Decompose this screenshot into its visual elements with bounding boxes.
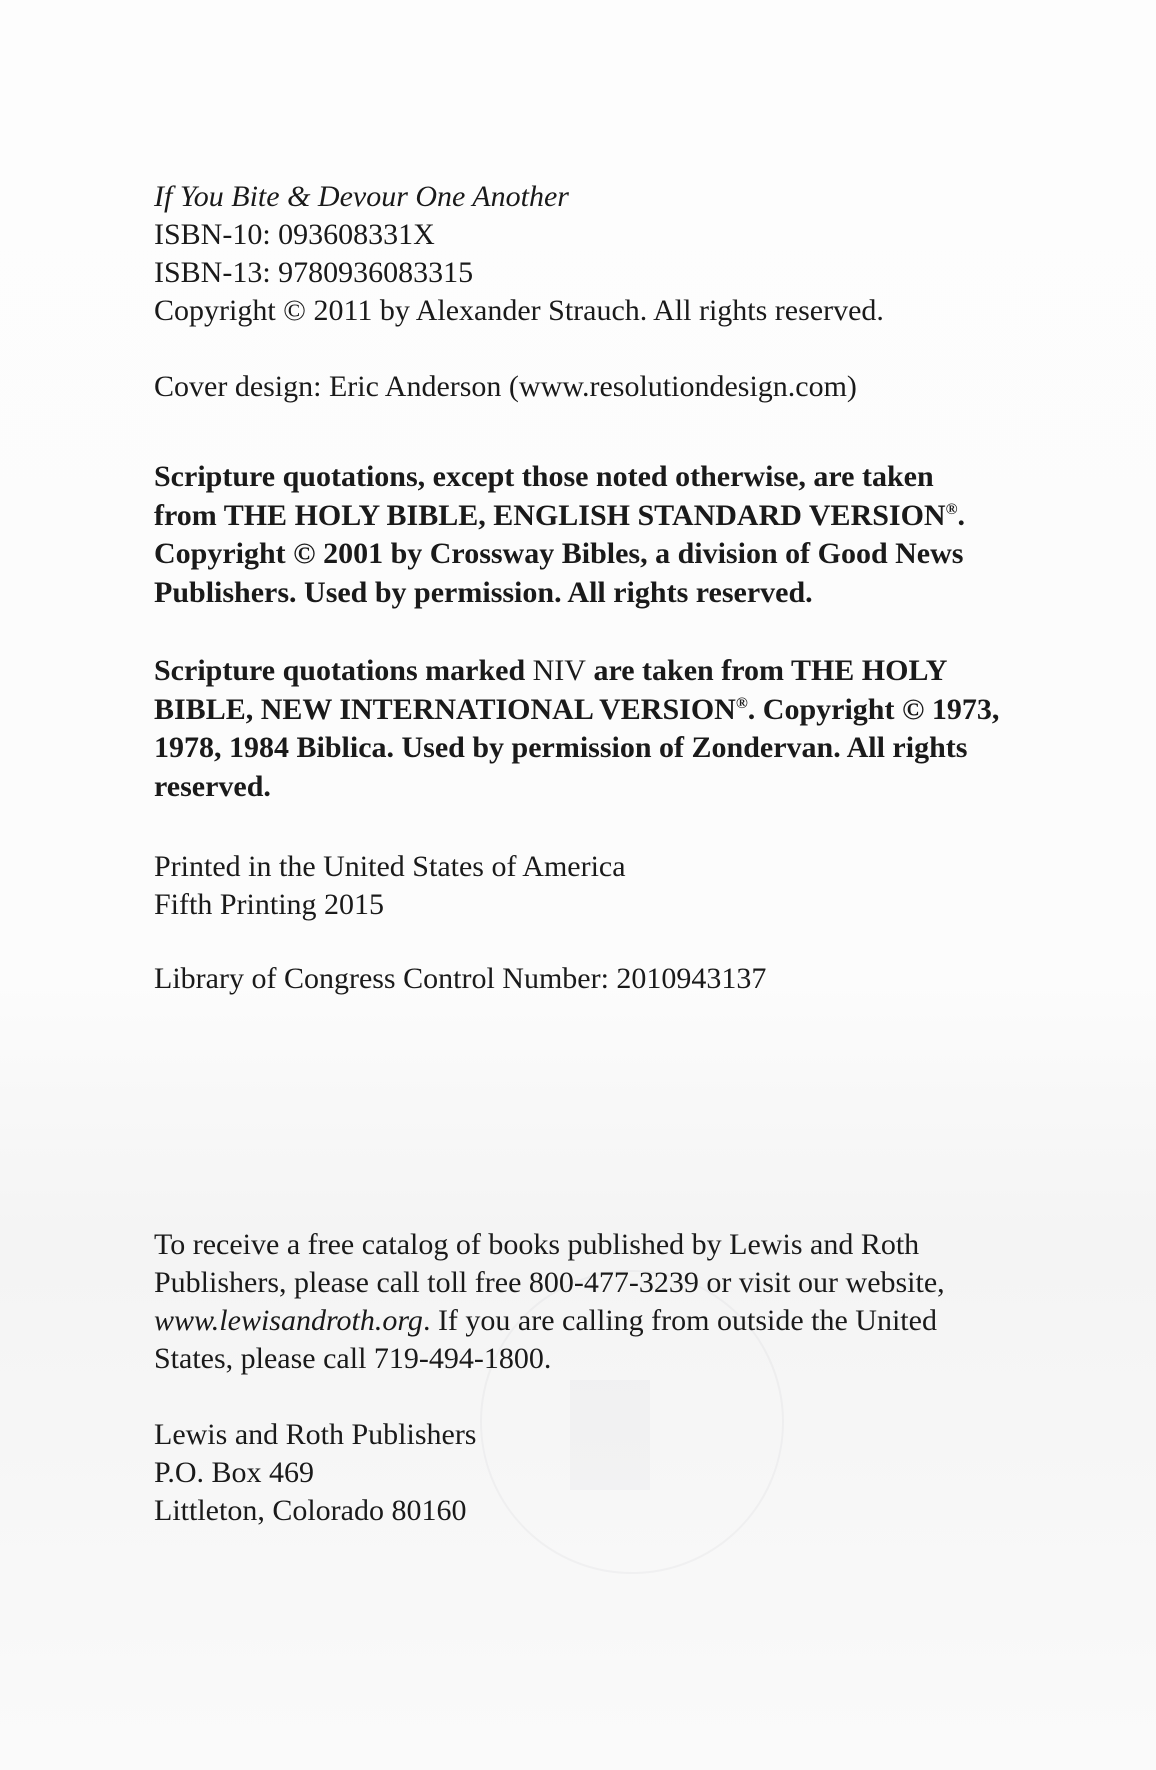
registered-mark: ® <box>735 694 748 712</box>
niv-line-3: 1978, 1984 Biblica. Used by permission of Zondervan. All rights <box>154 731 968 764</box>
book-info <box>154 178 1054 330</box>
esv-line-1: Scripture quotations, except those noted otherwise, are taken <box>154 460 934 493</box>
niv-abbreviation: NIV <box>532 654 586 687</box>
printed-country: Printed in the United States of America <box>154 850 626 883</box>
esv-line-2-end: . <box>957 498 966 532</box>
publisher-city: Littleton, Colorado 80160 <box>154 1494 467 1527</box>
publisher-po-box: P.O. Box 469 <box>154 1456 315 1489</box>
website-link[interactable]: www.lewisandroth.org <box>154 1304 423 1337</box>
book-title: If You Bite & Devour One Another <box>154 180 569 213</box>
printing-edition: Fifth Printing 2015 <box>154 888 385 921</box>
esv-line-3: Copyright © 2001 by Crossway Bibles, a division of Good News <box>154 537 964 570</box>
cover-credit <box>154 368 1054 406</box>
publisher-address <box>154 1416 1054 1530</box>
page-content <box>154 178 1054 1530</box>
esv-line-2 <box>154 497 1054 536</box>
isbn-13: ISBN-13: 9780936083315 <box>154 256 474 289</box>
niv-line-1-end: are taken from THE HOLY <box>585 654 948 687</box>
catalog-line-4: States, please call 719-494-1800. <box>154 1342 552 1375</box>
catalog-line-1: To receive a free catalog of books published by Lewis and Roth <box>154 1228 920 1261</box>
cover-design-credit: Cover design: Eric Anderson (www.resolutiondesign.com) <box>154 370 857 403</box>
registered-mark: ® <box>945 500 958 518</box>
niv-line-1-start: Scripture quotations marked <box>154 654 533 687</box>
library-of-congress <box>154 960 1054 998</box>
esv-line-4: Publishers. Used by permission. All rights reserved. <box>154 575 813 609</box>
catalog-line-3 <box>154 1302 1054 1340</box>
niv-line-4: reserved. <box>154 769 271 803</box>
catalog-line-2: Publishers, please call toll free 800-477-3239 or visit our website, <box>154 1266 945 1299</box>
niv-line-1 <box>154 652 1054 691</box>
publisher-name: Lewis and Roth Publishers <box>154 1418 477 1451</box>
printing-info <box>154 848 1054 924</box>
isbn-10: ISBN-10: 093608331X <box>154 218 435 251</box>
catalog-info <box>154 1226 1054 1378</box>
esv-line-2-text: from THE HOLY BIBLE, ENGLISH STANDARD VERSION <box>154 498 946 532</box>
copyright-notice: Copyright © 2011 by Alexander Strauch. All rights reserved. <box>154 294 884 327</box>
niv-line-2 <box>154 691 1054 730</box>
catalog-line-3-end: . If you are calling from outside the United <box>422 1304 937 1337</box>
loc-control-number: Library of Congress Control Number: 2010943137 <box>154 962 767 995</box>
scripture-niv-notice <box>154 652 1054 806</box>
scripture-esv-notice <box>154 458 1054 612</box>
niv-line-2-start: BIBLE, NEW INTERNATIONAL VERSION <box>154 692 736 726</box>
niv-line-2-end: . Copyright © 1973, <box>747 692 1000 726</box>
